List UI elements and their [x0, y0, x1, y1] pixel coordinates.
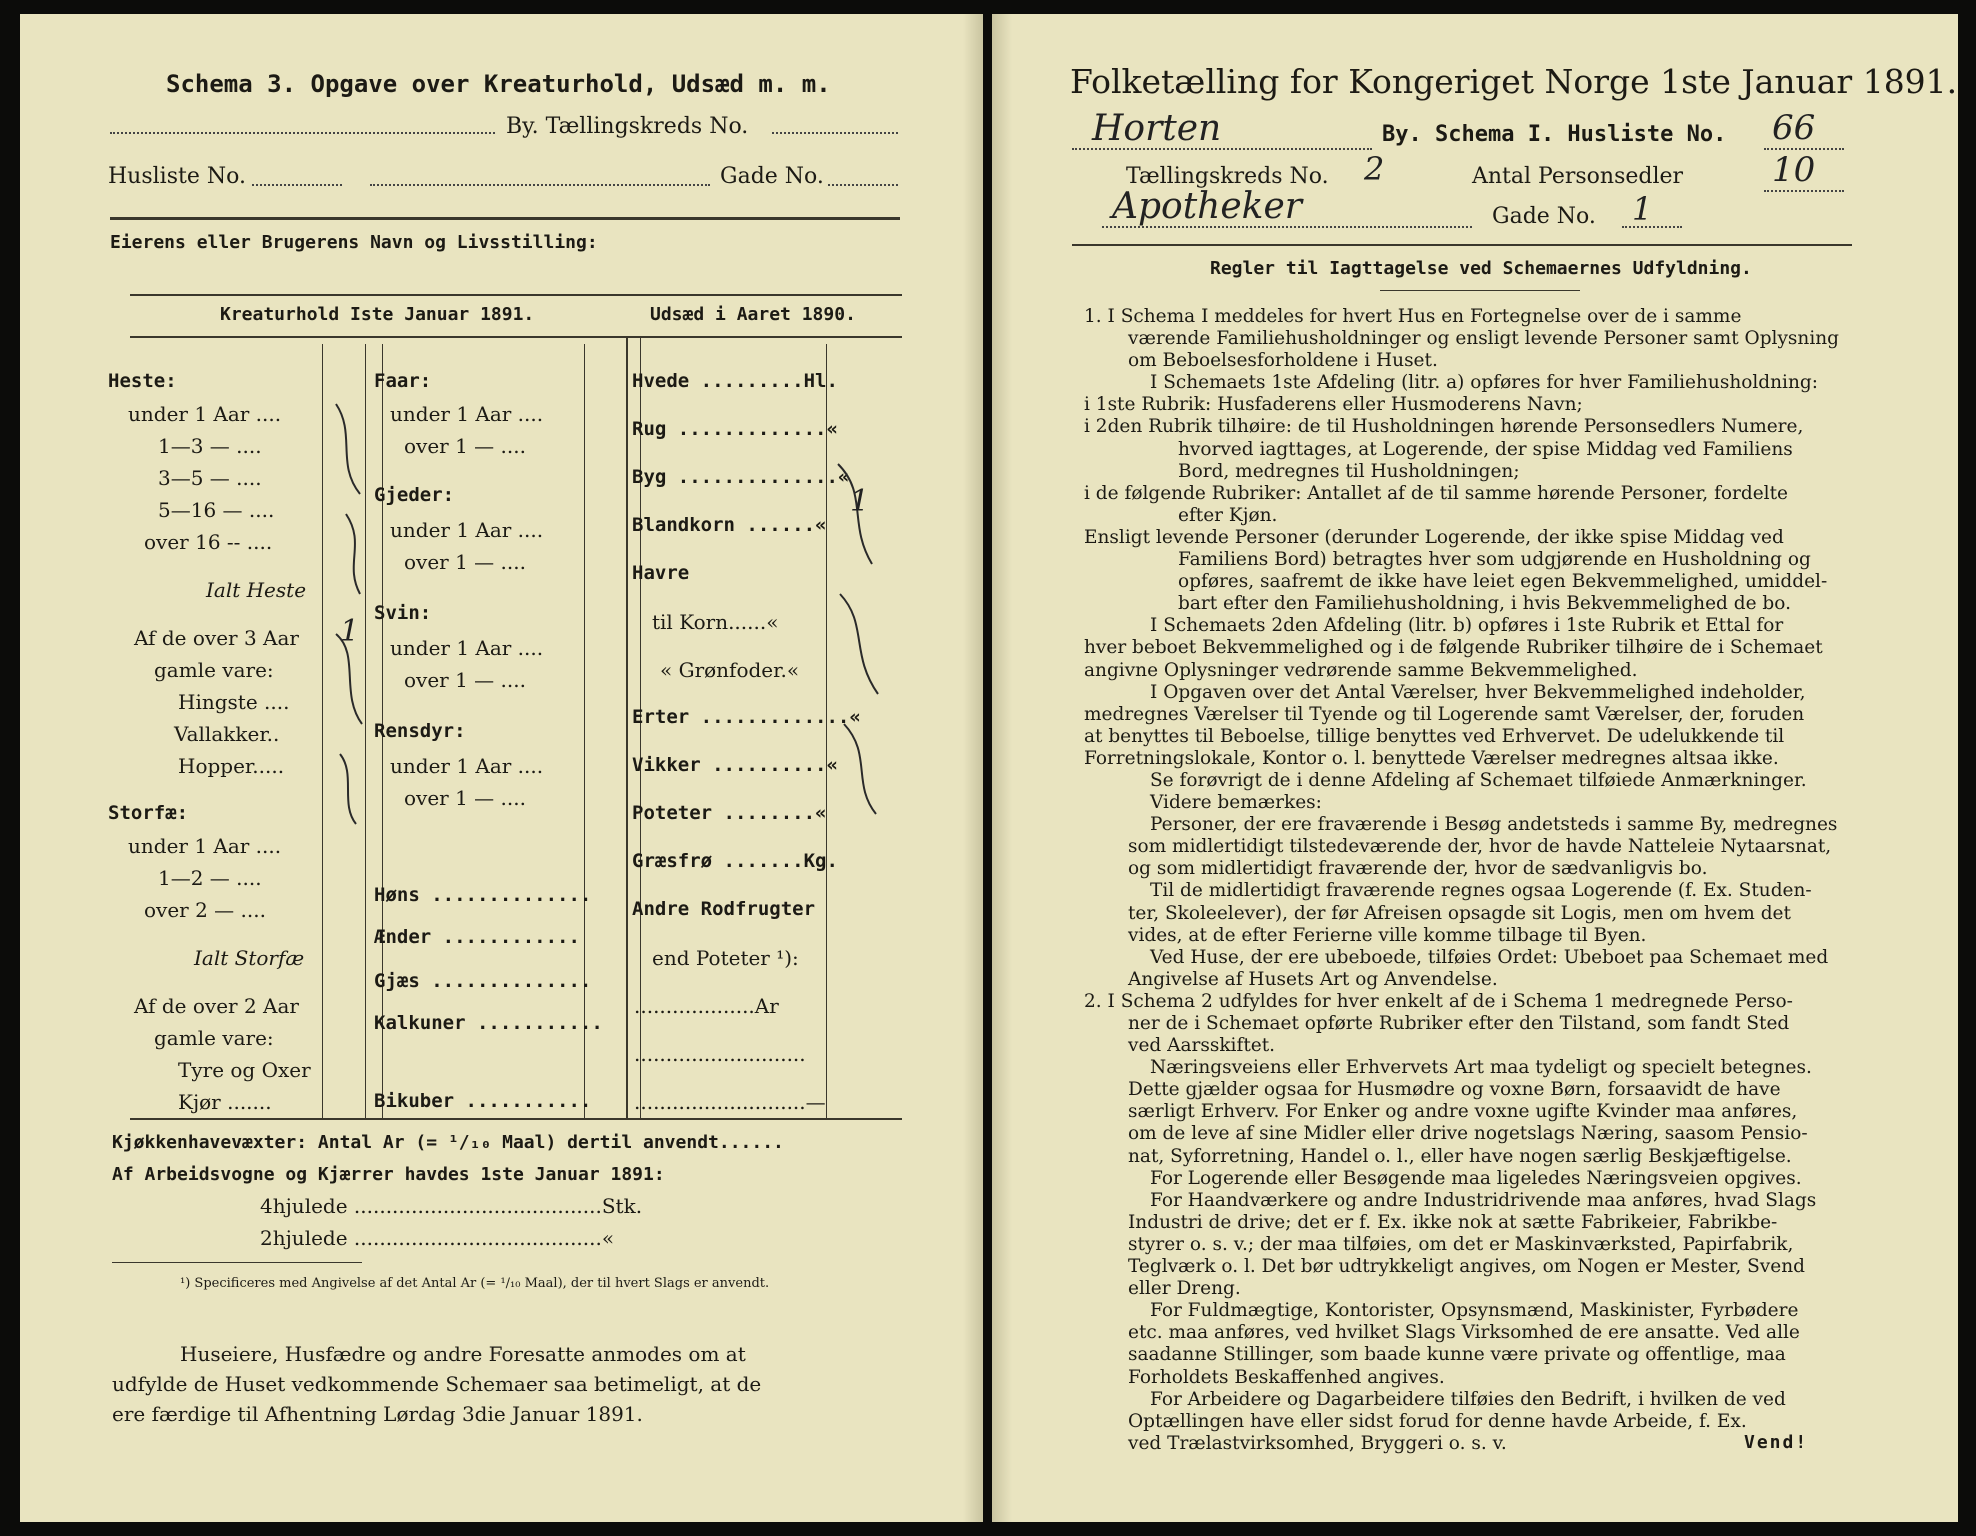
over-3-aar: Af de over 3 Aar	[134, 626, 299, 650]
rule-line: For Arbeidere og Dagarbeidere tilføies den Bedrift, i hvilken de ved	[1150, 1388, 1786, 1410]
rule-line: Familiens Bord) betragtes hver som udgjørende en Husholdning og	[1178, 549, 1811, 571]
svin-row-1: under 1 Aar ....	[390, 636, 544, 660]
havre: Havre	[632, 562, 690, 584]
notice-line-1: Huseiere, Husfædre og andre Foresatte anmodes om at	[180, 1342, 746, 1366]
col-divider-main	[626, 336, 628, 1118]
rule-line: Bord, medregnes til Husholdningen;	[1178, 460, 1520, 482]
svin-label: Svin:	[374, 602, 432, 624]
rules-heading: Regler til Iagttagelse ved Schemaernes Udfyldning.	[1210, 258, 1752, 279]
col-divider-4	[584, 344, 585, 1118]
town-field-line	[110, 132, 495, 134]
gronfoder: « Grønfoder.«	[660, 658, 800, 682]
svin-row-2: over 1 — ....	[404, 668, 526, 692]
graesfro: Græsfrø .......Kg.	[632, 850, 838, 872]
antal-label: Antal Personsedler	[1472, 164, 1684, 189]
owner-label: Eierens eller Brugerens Navn og Livsstilling:	[110, 232, 598, 253]
table-bottom-rule	[130, 1118, 902, 1120]
hingste: Hingste ....	[178, 690, 290, 714]
town-line	[1072, 148, 1372, 150]
rule-line: Ensligt levende Personer (derunder Logerende, der ikke spise Middag ved	[1084, 526, 1784, 548]
rule-line: hver beboet Bekvemmelighed og i de følgende Rubriker tilhøire de i Schemaet	[1084, 637, 1823, 659]
heste-label: Heste:	[108, 370, 177, 392]
bikuber: Bikuber ...........	[374, 1090, 592, 1112]
rule-line: Forholdets Beskaffenhed angives.	[1128, 1366, 1445, 1388]
gjeder-row-2: over 1 — ....	[404, 550, 526, 574]
header-by-label: By. Tællingskreds No.	[506, 114, 749, 139]
rule-line: Angivelse af Husets Art og Anvendelse.	[1128, 968, 1498, 990]
vikker: Vikker ..........«	[632, 754, 838, 776]
rule-line: saadanne Stillinger, som baade kunne være private og offentlige, maa	[1128, 1344, 1786, 1366]
hvede: Hvede .........Hl.	[632, 370, 838, 392]
livestock-heading: Kreaturhold Iste Januar 1891.	[220, 304, 535, 325]
rule-line: hvorved iagttages, at Logerende, der spise Middag ved Familiens	[1178, 438, 1793, 460]
ialt-storfae: Ialt Storfæ	[194, 946, 305, 970]
rug: Rug .............«	[632, 418, 838, 440]
rule-line: vides, at de efter Ferierne ville komme tilbage til Byen.	[1128, 924, 1647, 946]
antal-line	[1764, 190, 1844, 192]
header-gade-label: Gade No.	[720, 164, 824, 189]
rule-line: som midlertidigt tilstedeværende der, hvor de havde Natteleie Nytaarsnat,	[1128, 836, 1832, 858]
census-title: Folketælling for Kongeriget Norge 1ste Januar 1891.	[1070, 62, 1958, 101]
rule-line: Videre bemærkes:	[1150, 792, 1322, 814]
header-husliste-label: Husliste No.	[108, 164, 246, 189]
town-handwritten: Horten	[1092, 108, 1222, 149]
rule-line: Til de midlertidigt fraværende regnes ogsaa Logerende (f. Ex. Studen-	[1150, 880, 1812, 902]
handwritten-value-1: 1	[340, 614, 360, 649]
faar-row-2: over 1 — ....	[404, 434, 526, 458]
footnote-rule	[112, 1262, 362, 1263]
schema-3-title: Schema 3. Opgave over Kreaturhold, Udsæd m. m.	[166, 70, 831, 98]
husliste-number: 66	[1772, 108, 1816, 148]
byg: Byg ..............«	[632, 466, 850, 488]
rule-line: medregnes Værelser til Tyende og til Logerende samt Værelser, der, foruden	[1084, 703, 1805, 725]
storfae-label: Storfæ:	[108, 802, 189, 824]
rule-line: i de følgende Rubriker: Antallet af de til samme hørende Personer, fordelte	[1084, 482, 1788, 504]
blank-row-1: ...........................	[634, 1042, 806, 1066]
ialt-heste: Ialt Heste	[206, 578, 307, 602]
page-fold-shadow	[963, 14, 983, 1522]
rule-line: For Fuldmægtige, Kontorister, Opsynsmænd, Maskinister, Fyrbødere	[1150, 1300, 1799, 1322]
rule-line: nat, Syforretning, Handel o. l., eller have nogen særlig Beskjæftigelse.	[1128, 1145, 1792, 1167]
over-2-aar: Af de over 2 Aar	[134, 994, 299, 1018]
husliste-label: By. Schema I. Husliste No.	[1382, 122, 1727, 147]
rensdyr-row-1: under 1 Aar ....	[390, 754, 544, 778]
sowing-heading: Udsæd i Aaret 1890.	[650, 304, 856, 325]
footnote: ¹) Specificeres med Angivelse af det Antal Ar (= ¹/₁₀ Maal), der til hvert Slags er anvendt.	[180, 1276, 770, 1291]
rule-line: ved Trælastvirksomhed, Bryggeri o. s. v.	[1128, 1432, 1507, 1454]
rule-line: 2. I Schema 2 udfyldes for hver enkelt af de i Schema 1 medregnede Perso-	[1084, 990, 1793, 1012]
hopper: Hopper.....	[178, 754, 285, 778]
rule-line: efter Kjøn.	[1178, 504, 1278, 526]
blandkorn: Blandkorn ......«	[632, 514, 827, 536]
turn-over-label: Vend!	[1744, 1432, 1809, 1453]
rule-line: For Haandværkere og andre Industridrivende maa anføres, hvad Slags	[1150, 1189, 1817, 1211]
heste-row-3: 3—5 — ....	[158, 466, 262, 490]
gade-label: Gade No.	[1492, 204, 1596, 229]
til-korn: til Korn......«	[652, 610, 779, 634]
page-fold-shadow	[992, 14, 1012, 1522]
storfae-row-3: over 2 — ....	[144, 898, 266, 922]
rule-line: Teglværk o. l. Det bør udtrykkeligt angives, om Nogen er Mester, Svend	[1128, 1256, 1805, 1278]
andre-rodfrugter: Andre Rodfrugter	[632, 898, 816, 920]
ar-row: ...................Ar	[634, 994, 779, 1018]
rule-line: Industri de drive; det er f. Ex. ikke nok at sætte Fabrikeier, Fabrikbe-	[1128, 1211, 1778, 1233]
header-rule	[110, 217, 900, 220]
rule-line: Personer, der ere fraværende i Besøg andetsteds i samme By, medregnes	[1150, 814, 1838, 836]
rule-line: Se forøvrigt de i denne Afdeling af Schemaet tilføiede Anmærkninger.	[1150, 769, 1807, 791]
rule-line: om Beboelsesforholdene i Huset.	[1128, 350, 1438, 372]
poteter: Poteter ........«	[632, 802, 827, 824]
rule-line: at benyttes til Beboelse, tillige benyttes ved Erhvervet. De udelukkende til	[1084, 725, 1785, 747]
rule-line: værende Familiehusholdninger og ensligt levende Personer samt Oplysning	[1128, 328, 1839, 350]
heste-row-5: over 16 -- ....	[144, 530, 273, 554]
heste-row-1: under 1 Aar ....	[128, 402, 282, 426]
gamle-vare-2: gamle vare:	[154, 1026, 274, 1050]
rule-line: ter, Skoleelever), der før Afreisen opsagde sit Logis, men om hvem det	[1128, 902, 1791, 924]
tyre-og-oxer: Tyre og Oxer	[178, 1058, 311, 1082]
notice-line-2: udfylde de Huset vedkommende Schemaer saa betimeligt, at de	[112, 1372, 762, 1396]
antal-number: 10	[1772, 150, 1816, 190]
gamle-vare-1: gamle vare:	[154, 658, 274, 682]
erter: Erter .............«	[632, 706, 861, 728]
kreds-field-line	[772, 132, 898, 134]
rule-line: Dette gjælder ogsaa for Husmødre og voxne Børn, forsaavidt de have	[1128, 1079, 1781, 1101]
street-field-line	[370, 184, 710, 186]
handwritten-value-2: 1	[850, 484, 870, 519]
husliste-field-line	[252, 184, 342, 186]
gade-line	[1622, 226, 1682, 228]
rule-line: angivne Oplysninger vedrørende samme Bekvemmelighed.	[1084, 659, 1638, 681]
rule-line: 1. I Schema I meddeles for hvert Hus en Fortegnelse over de i samme	[1084, 306, 1742, 327]
rule-line: I Opgaven over det Antal Værelser, hver Bekvemmelighed indeholder,	[1150, 681, 1806, 703]
title-rule	[1072, 244, 1852, 246]
rule-line: ved Aarsskiftet.	[1128, 1035, 1276, 1057]
rule-line: om de leve af sine Midler eller drive nogetslags Næring, saasom Pensio-	[1128, 1123, 1808, 1145]
rule-line: i 1ste Rubrik: Husfaderens eller Husmoderens Navn;	[1084, 394, 1583, 416]
rule-line: Ved Huse, der ere ubeboede, tilføies Ordet: Ubeboet paa Schemaet med	[1150, 946, 1829, 968]
gjeder-row-1: under 1 Aar ....	[390, 518, 544, 542]
kjor: Kjør .......	[178, 1090, 272, 1114]
rensdyr-row-2: over 1 — ....	[404, 786, 526, 810]
rule-line: bart efter den Familiehusholdning, i hvis Bekvemmelighed de bo.	[1178, 593, 1791, 615]
aender: Ænder ............	[374, 926, 580, 948]
wagons-2-wheel: 2hjulede .......................................«	[260, 1226, 615, 1250]
left-page-schema-3	[20, 14, 983, 1522]
rules-block	[1084, 306, 1839, 1455]
rules-heading-rule	[1380, 290, 1580, 291]
kitchen-garden: Kjøkkenhavevæxter: Antal Ar (= ¹/₁₀ Maal) dertil anvendt......	[112, 1132, 784, 1153]
storfae-row-2: 1—2 — ....	[158, 866, 262, 890]
rule-line: Forretningslokale, Kontor o. l. benyttede Værelser medregnes altsaa ikke.	[1084, 747, 1779, 769]
hons: Høns ..............	[374, 884, 592, 906]
table-head-rule	[130, 336, 902, 338]
gade-field-line	[828, 184, 898, 186]
heste-row-2: 1—3 — ....	[158, 434, 262, 458]
table-top-rule	[130, 294, 902, 296]
gade-number: 1	[1632, 190, 1653, 228]
rule-line: Næringsveiens eller Erhvervets Art maa tydeligt og specielt betegnes.	[1150, 1057, 1812, 1079]
gjeder-label: Gjeder:	[374, 484, 455, 506]
storfae-row-1: under 1 Aar ....	[128, 834, 282, 858]
street-handwritten: Apotheker	[1112, 186, 1303, 227]
col-divider-6	[826, 344, 827, 1118]
rule-line: I Schemaets 2den Afdeling (litr. b) opføres i 1ste Rubrik et Ettal for	[1150, 615, 1784, 637]
rule-line: eller Dreng.	[1128, 1278, 1241, 1300]
heste-row-4: 5—16 — ....	[158, 498, 275, 522]
rule-line: styrer o. s. v.; der maa tilføies, om det er Maskinværksted, Papirfabrik,	[1128, 1233, 1794, 1255]
rule-line: opføres, saafremt de ikke have leiet egen Bekvemmelighed, umiddel-	[1178, 571, 1828, 593]
rule-line: Optællingen have eller sidst forud for denne havde Arbeide, f. Ex.	[1128, 1410, 1747, 1432]
notice-line-3: ere færdige til Afhentning Lørdag 3die Januar 1891.	[112, 1402, 643, 1426]
rule-line: i 2den Rubrik tilhøire: de til Husholdningen hørende Personsedlers Numere,	[1084, 416, 1804, 438]
gjaes: Gjæs ..............	[374, 970, 592, 992]
right-page-schema-1	[992, 14, 1958, 1522]
rule-line: særligt Erhverv. For Enker og andre voxne ugifte Kvinder maa anføres,	[1128, 1101, 1798, 1123]
blank-row-2: ...........................—	[634, 1090, 826, 1114]
rule-line: og som midlertidigt fraværende der, hvor de sædvanligvis bo.	[1128, 858, 1708, 880]
rule-line: For Logerende eller Besøgende maa ligeledes Næringsveien opgives.	[1150, 1167, 1802, 1189]
rule-line: I Schemaets 1ste Afdeling (litr. a) opføres for hver Familiehusholdning:	[1150, 372, 1818, 394]
kreds-number: 2	[1364, 150, 1385, 188]
kalkuner: Kalkuner ...........	[374, 1012, 603, 1034]
wagons-heading: Af Arbeidsvogne og Kjærrer havdes 1ste Januar 1891:	[112, 1164, 665, 1185]
kreds-label: Tællingskreds No.	[1126, 164, 1329, 189]
rule-line: etc. maa anføres, ved hvilket Slags Virksomhed de ere ansatte. Ved alle	[1128, 1322, 1800, 1344]
wagons-4-wheel: 4hjulede .......................................Stk.	[260, 1194, 643, 1218]
rule-line: ner de i Schemaet opførte Rubriker efter den Tilstand, som fandt Sted	[1128, 1013, 1790, 1034]
faar-label: Faar:	[374, 370, 432, 392]
rensdyr-label: Rensdyr:	[374, 720, 466, 742]
street-line	[1102, 226, 1472, 228]
end-poteter: end Poteter ¹):	[652, 946, 799, 970]
faar-row-1: under 1 Aar ....	[390, 402, 544, 426]
vallakker: Vallakker..	[174, 722, 280, 746]
